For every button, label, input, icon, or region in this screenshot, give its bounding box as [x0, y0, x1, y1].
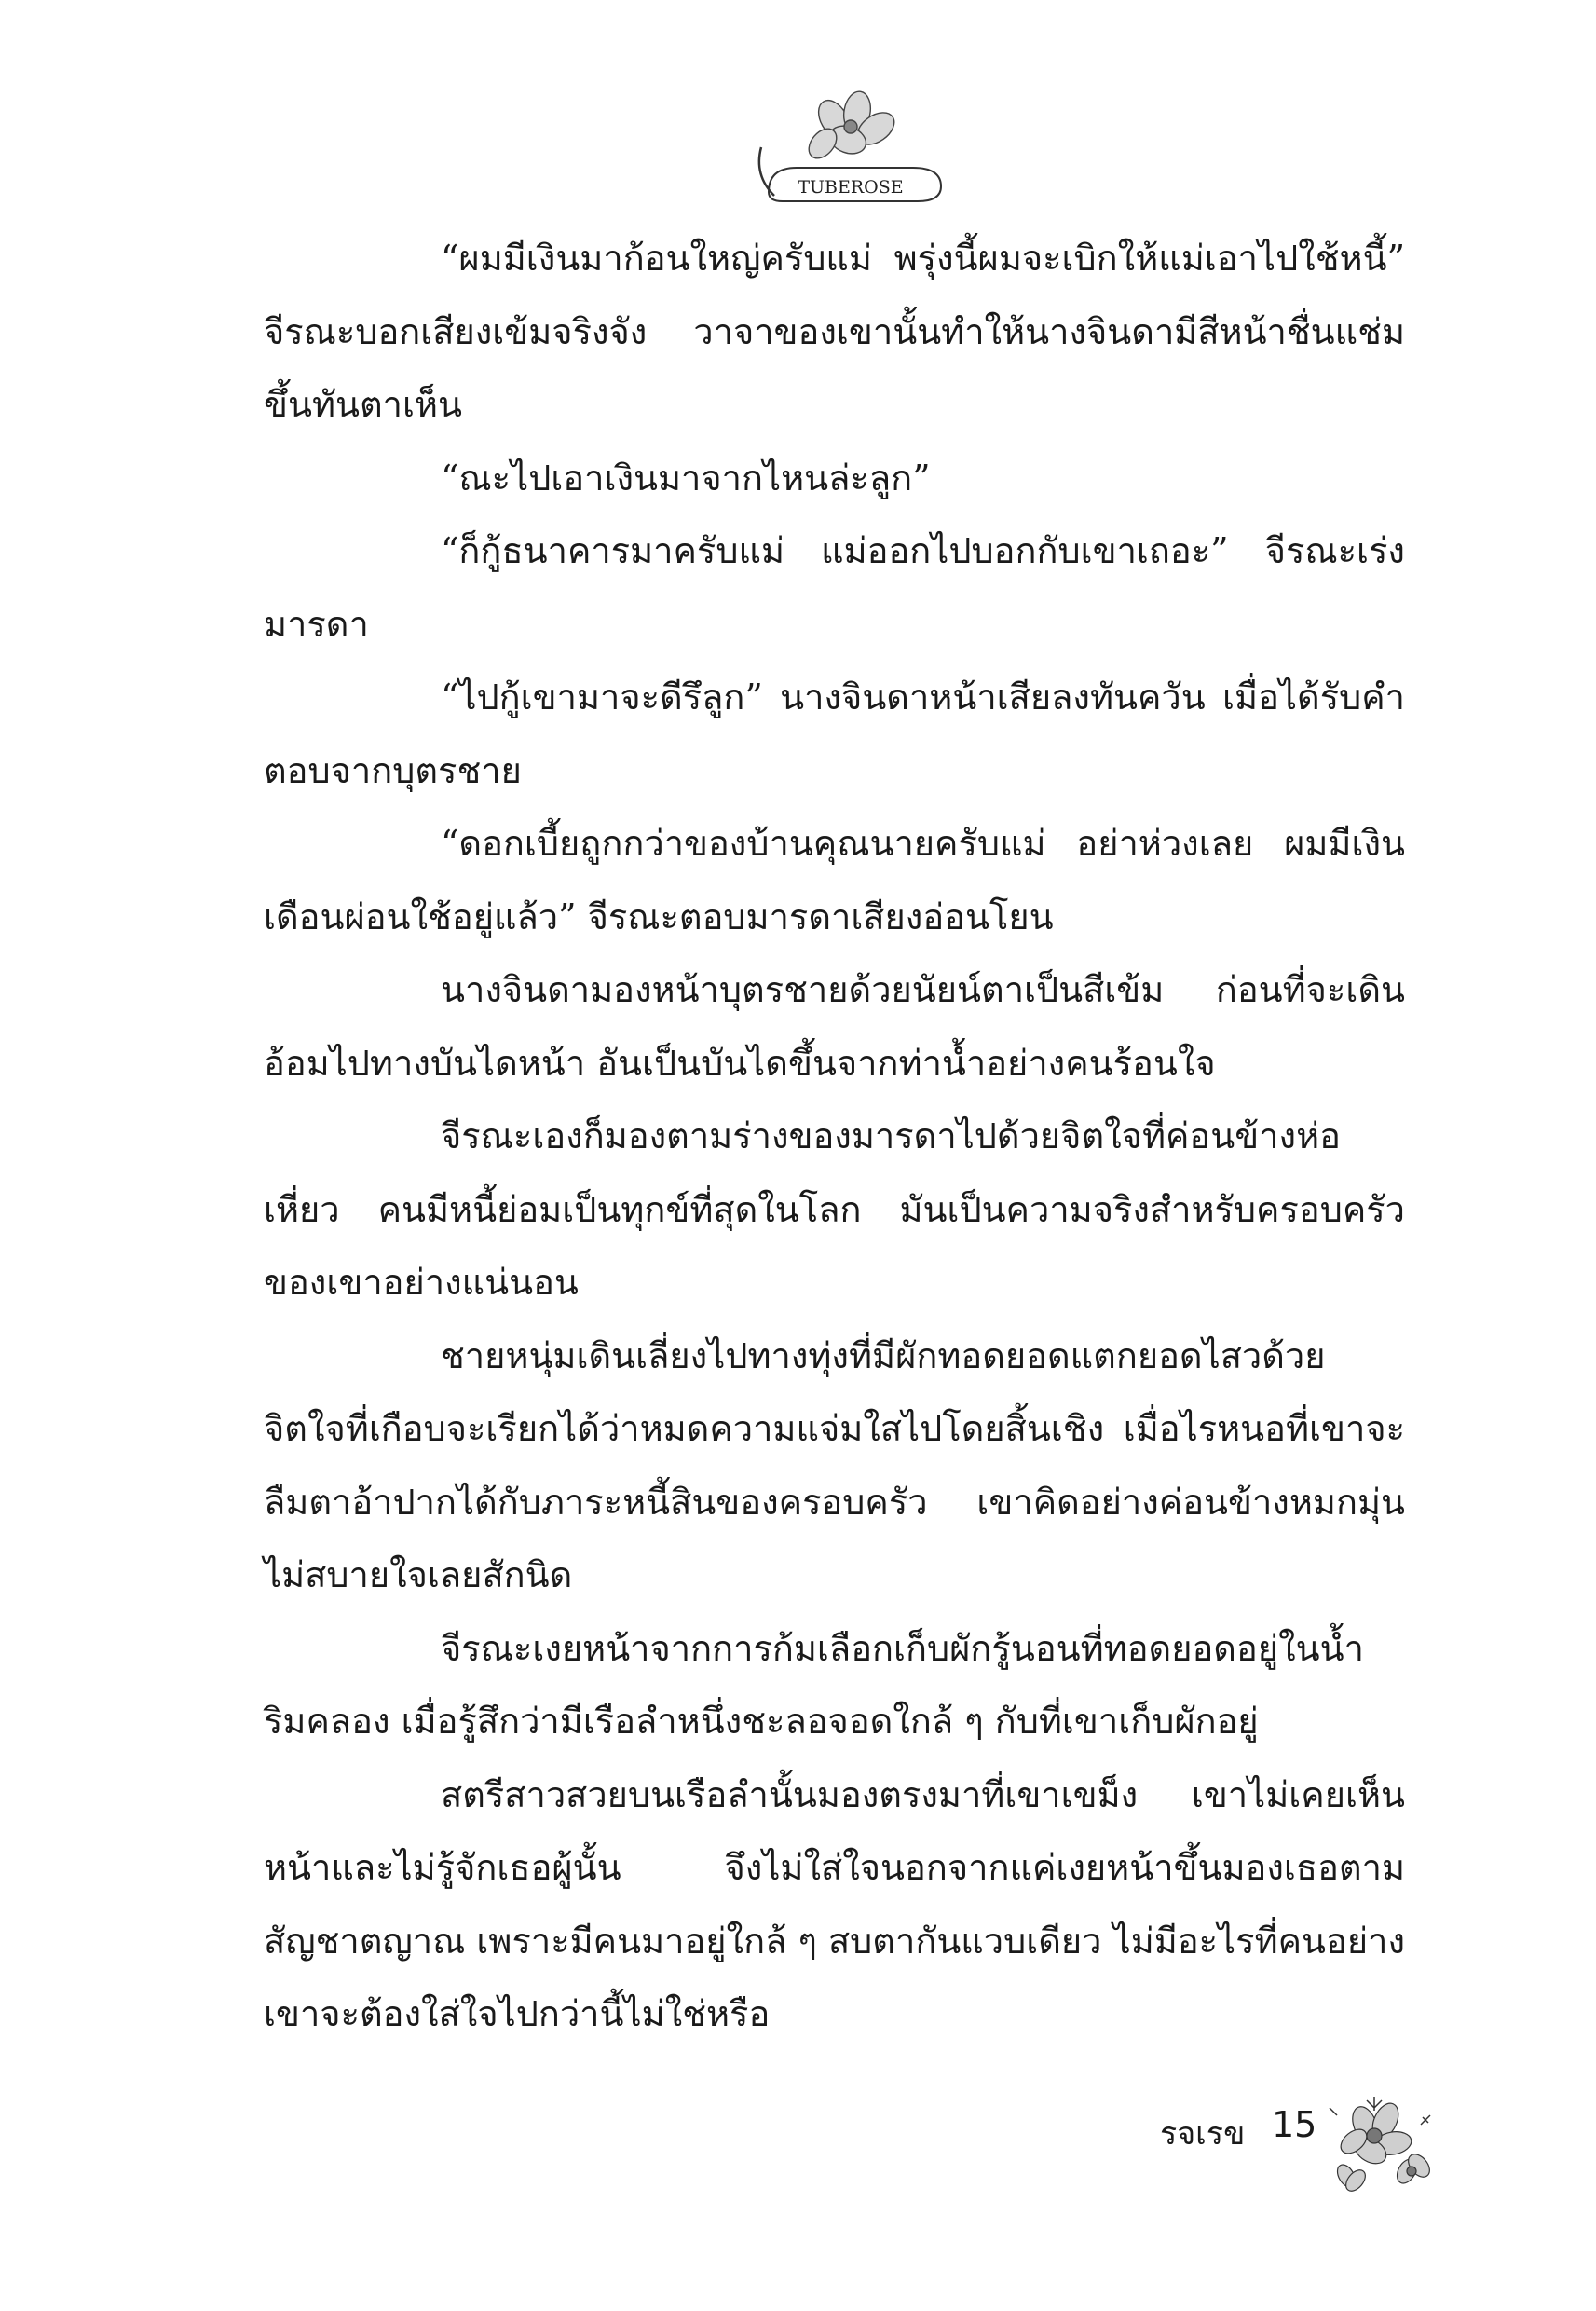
paragraph: ชายหนุ่มเดินเลี่ยงไปทางทุ่งที่มีผักทอดยอดแตกยอดไสวด้วยจิตใจที่เกือบจะเรียกได้ว่าหมดความแจ่มใสไปโดยสิ้นเชิง เมื่อไรหนอที่เขาจะลืมตาอ้าปากได้กับภาระหนี้สินของครอบครัว เขาคิดอย่างค่อนข้างหมกมุ่นไม่สบายใจเลยสักนิด [264, 1334, 1405, 1595]
page-footer [1095, 2087, 1467, 2181]
paragraph: สตรีสาวสวยบนเรือลำนั้นมองตรงมาที่เขาเขม็ง เขาไม่เคยเห็นหน้าและไม่รู้จักเธอผู้นั้น จึงไม่ใส่ใจนอกจากแค่เงยหน้าขึ้นมองเธอตามสัญชาตญาณ เพราะมีคนมาอยู่ใกล้ ๆ สบตากันแวบเดียว ไม่มีอะไรที่คนอย่างเขาจะต้องใส่ใจไปกว่านี้ไม่ใช่หรือ [264, 1773, 1405, 2034]
body-text [264, 222, 1405, 2051]
paragraph: จีรณะเงยหน้าจากการก้มเลือกเก็บผักรู้นอนที่ทอดยอดอยู่ในน้ำริมคลอง เมื่อรู้สึกว่ามีเรือลำหนึ่งชะลอจอดใกล้ ๆ กับที่เขาเก็บผักอยู่ [264, 1627, 1364, 1742]
paragraph: นางจินดามองหน้าบุตรชายด้วยนัยน์ตาเป็นสีเข้ม ก่อนที่จะเดินอ้อมไปทางบันไดหน้า อันเป็นบันไดขึ้นจากท่าน้ำอย่างคนร้อนใจ [264, 969, 1405, 1084]
tuberose-logo [741, 82, 955, 212]
tuberose-flower-logo-icon [741, 82, 955, 212]
paragraph: “ผมมีเงินมาก้อนใหญ่ครับแม่ พรุ่งนี้ผมจะเบิกให้แม่เอาไปใช้หนี้” จีรณะบอกเสียงเข้มจริงจัง วาจาของเขานั้นทำให้นางจินดามีสีหน้าชื่นแช่มขึ้นทันตาเห็น [264, 238, 1405, 425]
paragraph: “ก็กู้ธนาคารมาครับแม่ แม่ออกไปบอกกับเขาเถอะ” จีรณะเร่งมารดา [264, 530, 1405, 645]
paragraph: “ดอกเบี้ยถูกกว่าของบ้านคุณนายครับแม่ อย่าห่วงเลย ผมมีเงินเดือนผ่อนใช้อยู่แล้ว” จีรณะตอบมารดาเสียงอ่อนโยน [264, 823, 1405, 937]
paragraph: “ณะไปเอาเงินมาจากไหนล่ะลูก” [441, 457, 931, 499]
page-number: 15 [1272, 2104, 1317, 2145]
paragraph: จีรณะเองก็มองตามร่างของมารดาไปด้วยจิตใจที่ค่อนข้างห่อเหี่ยว คนมีหนี้ย่อมเป็นทุกข์ที่สุดในโลก มันเป็นความจริงสำหรับครอบครัวของเขาอย่างแน่นอน [264, 1115, 1405, 1303]
paragraph: “ไปกู้เขามาจะดีรึลูก” นางจินดาหน้าเสียลงทันควัน เมื่อได้รับคำตอบจากบุตรชาย [264, 677, 1405, 791]
book-title: รจเรข [1160, 2115, 1246, 2153]
svg-text:TUBEROSE: TUBEROSE [798, 177, 904, 198]
flower-ornament-icon [1318, 2087, 1449, 2199]
